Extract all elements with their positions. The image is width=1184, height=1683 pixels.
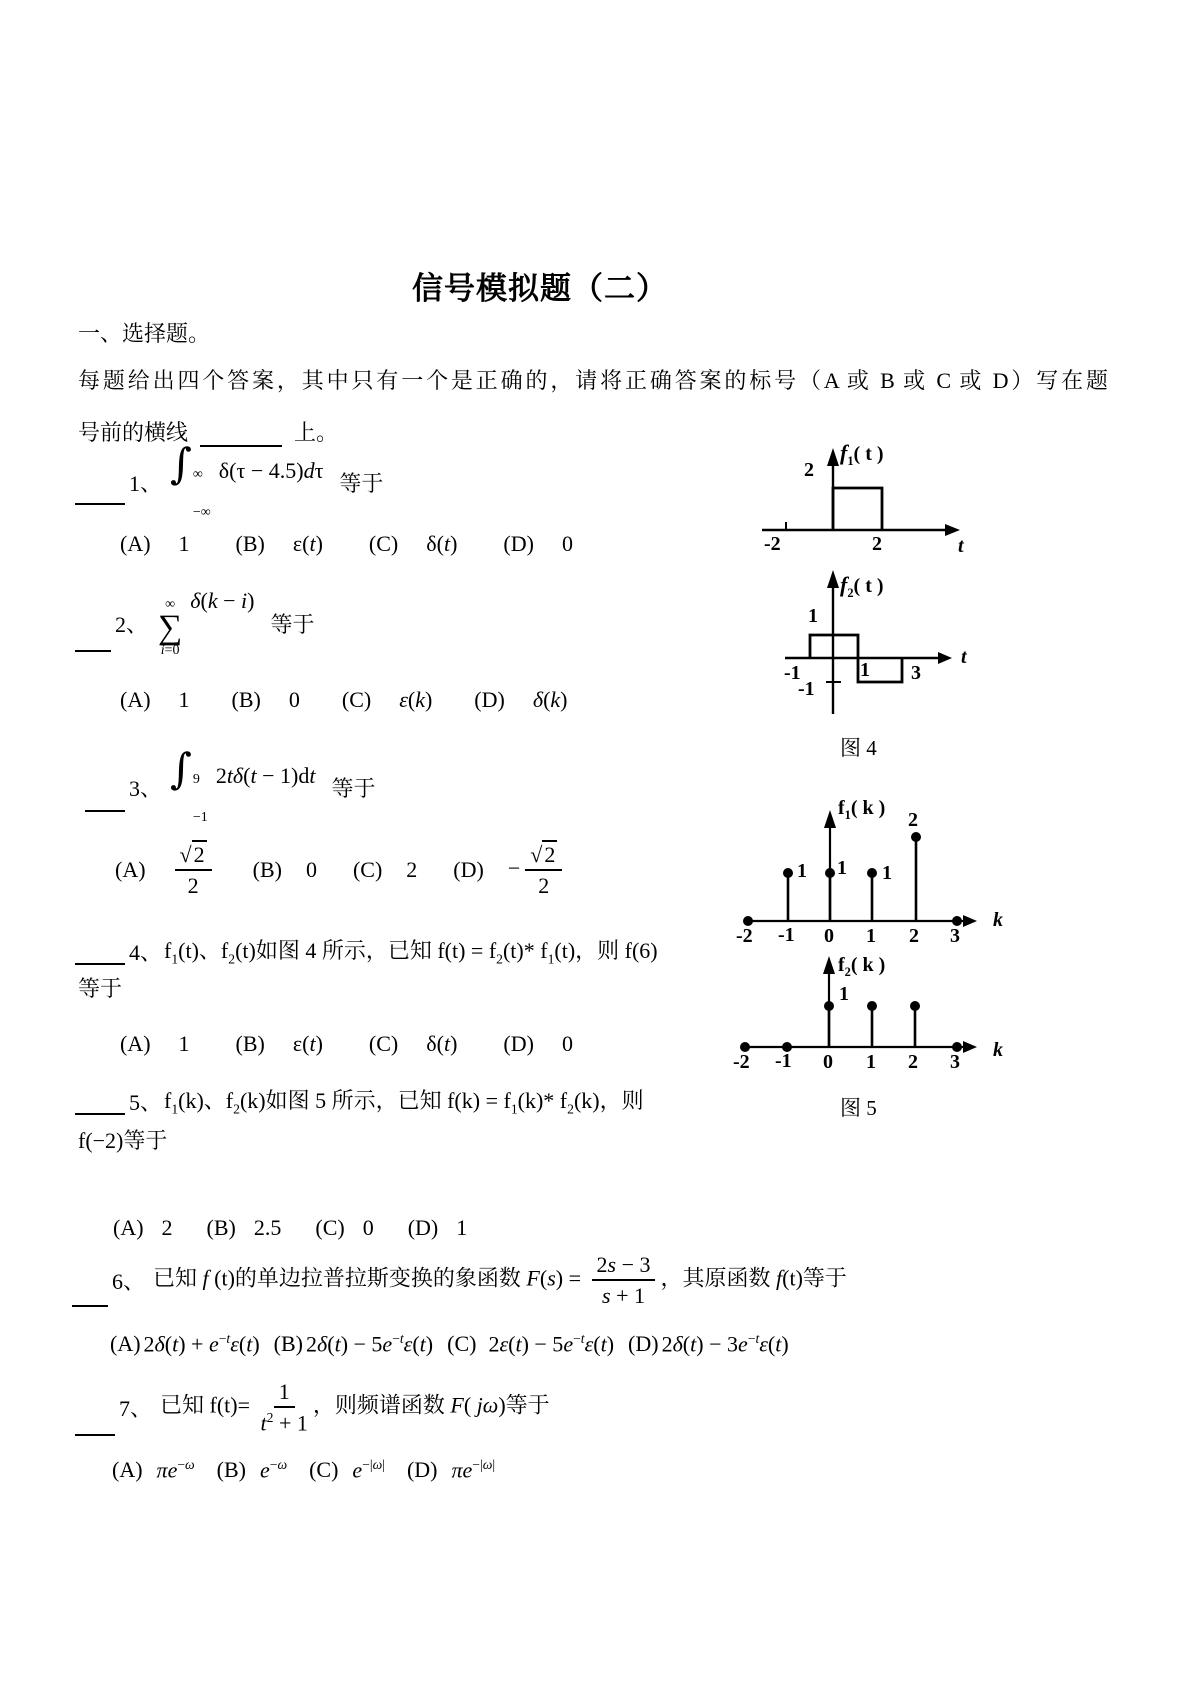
question-6-number: 6、 <box>112 1268 146 1294</box>
intro-answer-blank <box>200 421 282 447</box>
q5-option-b: (B) 2.5 <box>206 1215 282 1240</box>
q1-option-b: (B) ε(t) <box>235 531 323 556</box>
q6-option-d: (D) $2\delta(t) - 3e^{-t}\varepsilon(t)$ <box>628 1330 789 1357</box>
q3-option-d: (D) − $\frac{√2}{2}$ <box>453 842 567 899</box>
question-3-tail: 等于 <box>331 775 376 801</box>
f2t-xtick-1: 1 <box>860 659 870 681</box>
f1k-label: $f_1$( k ) <box>838 797 886 822</box>
q7-option-d: (D) $\pi e^{-|\omega|}$ <box>406 1456 496 1483</box>
question-2-number: 2、 <box>115 611 149 637</box>
f1t-axis-var: t <box>958 535 964 557</box>
q7-options <box>112 1452 517 1488</box>
f2k-stem-label-k0: 1 <box>839 983 849 1005</box>
f2k-tick-1: 1 <box>866 1051 876 1073</box>
q3-options <box>115 838 603 902</box>
f1k-tick-2: 2 <box>909 925 919 947</box>
f1k-tick-0: 0 <box>824 925 834 947</box>
f2k-tick-m2: -2 <box>733 1051 750 1073</box>
f2t-label: $f_2$( t ) <box>840 572 884 600</box>
intro-line2 <box>78 415 338 447</box>
f2t-xtick-3: 3 <box>911 662 921 684</box>
page-title: 信号模拟题（二） <box>412 271 668 306</box>
f2k-axis-var: k <box>993 1039 1003 1061</box>
question-7 <box>75 1375 550 1439</box>
f1k-axis-var: k <box>993 909 1003 931</box>
answer-blank-q4 <box>75 939 125 965</box>
f1k-x-arrow <box>963 915 977 927</box>
f2t-axis-var: t <box>961 646 967 668</box>
f1k-stem-label-km1: 1 <box>797 860 807 882</box>
f2k-tick-0: 0 <box>823 1051 833 1073</box>
answer-blank-q7 <box>75 1410 115 1436</box>
q1-option-a: (A) 1 <box>120 531 190 556</box>
f1t-pulse <box>833 488 882 530</box>
answer-blank-q3 <box>85 786 125 812</box>
q5-options <box>113 1212 501 1244</box>
question-2 <box>75 587 315 659</box>
f1k-tick-m2: -2 <box>736 925 753 947</box>
q3-option-c: (C) 2 <box>352 857 418 882</box>
answer-blank-q6 <box>72 1281 108 1307</box>
figure-5 <box>700 790 1030 1120</box>
question-1-number: 1、 <box>129 470 163 496</box>
answer-blank-q1 <box>75 479 125 505</box>
f2k-label: $f_2$( k ) <box>838 954 886 979</box>
question-3-number: 3、 <box>129 775 163 801</box>
question-4 <box>75 934 658 968</box>
question-4-line2: 等于 <box>78 976 123 1001</box>
q1-option-d: (D) 0 <box>503 531 573 556</box>
answer-blank-q5 <box>75 1089 125 1115</box>
figure-5-caption: 图 5 <box>840 1096 877 1120</box>
f1k-stem-label-k0: 1 <box>837 857 847 879</box>
f1t-xtick-m2: -2 <box>764 533 781 555</box>
question-1-tail: 等于 <box>339 470 384 496</box>
q7-option-a: (A) $\pi e^{-\omega}$ <box>112 1456 195 1483</box>
f2k-x-arrow <box>963 1041 977 1053</box>
question-1-formula: ∫ ∞ −∞ δ(τ − 4.5)dτ <box>170 438 324 520</box>
q3-option-b: (B) 0 <box>252 857 317 882</box>
f2k-tick-2: 2 <box>908 1051 918 1073</box>
intro-line2-prefix: 号前的横线 <box>78 419 189 445</box>
q7-option-c: (C) $e^{-|\omega|}$ <box>309 1456 385 1483</box>
intro-line1: 每题给出四个答案，其中只有一个是正确的，请将正确答案的标号（A 或 B 或 C 或 D）写在题 <box>78 368 1108 393</box>
answer-blank-q2 <box>75 626 111 652</box>
q6-options <box>110 1326 803 1362</box>
question-4-number: 4、 <box>129 939 163 965</box>
question-4-line1: $f_1(t)$、$f_2(t)$如图 4 所示，已知 $f(t) = f_2(t)*$ $f_1(t)$，则 f(6) <box>164 938 658 967</box>
f1t-label: $f_1$( t ) <box>840 440 884 468</box>
q4-option-a: (A) 1 <box>120 1031 190 1056</box>
q1-option-c: (C) δ(t) <box>368 531 458 556</box>
f2k-tick-m1: -1 <box>775 1050 792 1072</box>
f2t-ytick-1: 1 <box>808 605 818 627</box>
question-3-formula: ∫ 9 −1 2tδ(t − 1)dt <box>170 743 316 825</box>
question-6-line: 已知 f (t)的单边拉普拉斯变换的象函数 F(s) = $\frac{2s - 3}{s + 1}$ ，其原函数 f(t)等于 <box>153 1251 847 1308</box>
q3-option-a: (A) $\frac{√2}{2}$ <box>115 842 217 899</box>
question-7-line: 已知 f(t)= $\frac{1}{t^2 + 1}$ ，则频谱函数 F( jω)等于 <box>160 1378 550 1436</box>
q4-option-d: (D) 0 <box>503 1031 573 1056</box>
question-2-formula: ∞ ∑ i=0 δ(k − i) <box>158 587 255 659</box>
f1t-ytick-2: 2 <box>804 459 814 481</box>
q6-option-a: (A) $2\delta(t) + e^{-t}\varepsilon(t)$ <box>110 1330 260 1357</box>
f2k-y-arrow <box>823 956 835 974</box>
intro-line2-suffix: 上。 <box>294 419 339 445</box>
q6-option-b: (B) $2\delta(t) - 5e^{-t}\varepsilon(t)$ <box>273 1330 434 1357</box>
f1k-tick-3: 3 <box>950 925 960 947</box>
f1k-y-arrow <box>824 810 836 828</box>
question-3 <box>85 743 376 825</box>
f2t-x-arrow <box>938 652 952 664</box>
q2-option-c: (C) ε(k) <box>341 687 433 712</box>
q2-options <box>120 684 610 716</box>
f2t-ytick-m1: -1 <box>798 678 815 700</box>
f1k-tick-m1: -1 <box>778 924 795 946</box>
q2-option-b: (B) 0 <box>231 687 300 712</box>
f2t-y-arrow <box>827 570 839 588</box>
question-5 <box>75 1084 644 1118</box>
q4-option-b: (B) ε(t) <box>235 1031 323 1056</box>
f1t-xtick-2: 2 <box>872 533 882 555</box>
q5-option-d: (D) 1 <box>407 1215 468 1240</box>
f2k-tick-3: 3 <box>950 1051 960 1073</box>
question-5-line1: $f_1(k)$、$f_2(k)$如图 5 所示，已知 $f(k) = f_1(k)*$ $f_2(k)$，则 <box>164 1088 644 1117</box>
q5-option-a: (A) 2 <box>113 1215 173 1240</box>
f1k-stem-label-k1: 1 <box>882 862 892 884</box>
q4-option-c: (C) δ(t) <box>368 1031 458 1056</box>
question-7-number: 7、 <box>119 1395 153 1421</box>
question-5-line2: f(−2)等于 <box>78 1128 168 1153</box>
f1k-stem-label-k2: 2 <box>908 809 918 831</box>
question-2-tail: 等于 <box>270 611 315 637</box>
q7-option-b: (B) $e^{-\omega}$ <box>216 1456 288 1483</box>
q2-option-a: (A) 1 <box>120 687 190 712</box>
q5-option-c: (C) 0 <box>315 1215 374 1240</box>
q4-options <box>120 1028 619 1060</box>
question-6 <box>72 1250 847 1310</box>
f1t-y-arrow <box>827 448 839 466</box>
question-1 <box>75 438 384 520</box>
figure-4 <box>700 430 1030 760</box>
question-5-number: 5、 <box>129 1089 163 1115</box>
section-heading: 一、选择题。 <box>78 321 211 346</box>
f2t-xtick-m1: -1 <box>784 662 801 684</box>
q6-option-c: (C) $2\varepsilon(t) - 5e^{-t}\varepsilon(t)$ <box>447 1330 615 1357</box>
q1-options <box>120 528 619 560</box>
figure-4-caption: 图 4 <box>840 736 877 760</box>
f1k-tick-1: 1 <box>866 925 876 947</box>
q2-option-d: (D) δ(k) <box>474 687 568 712</box>
